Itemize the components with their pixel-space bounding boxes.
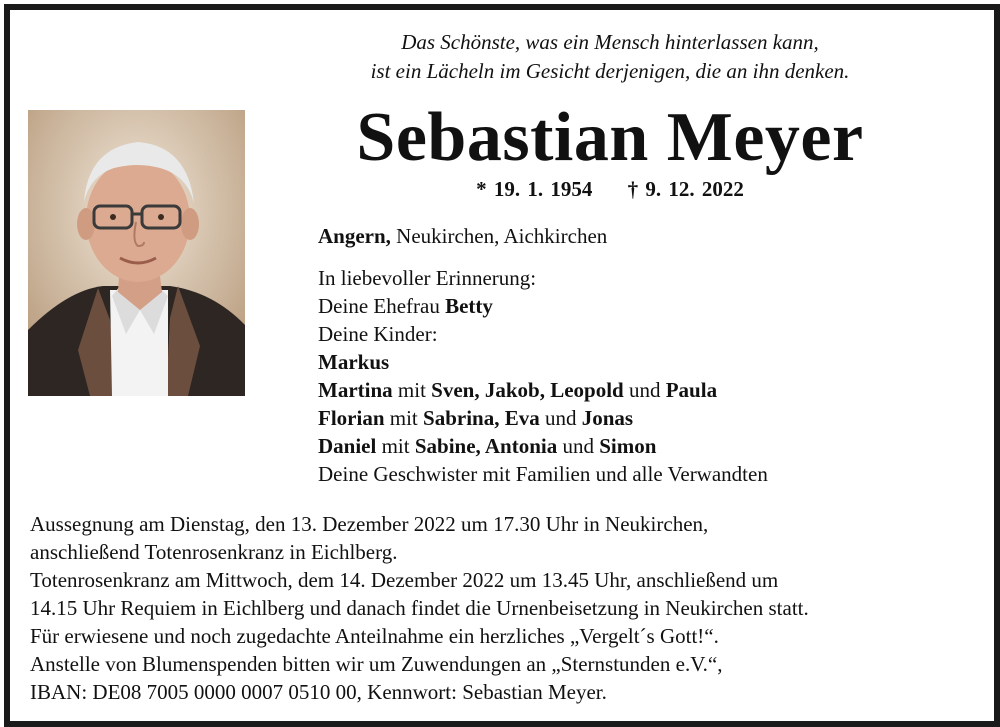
memorial-quote: [300, 28, 920, 86]
birth-date: * 19. 1. 1954: [476, 177, 593, 201]
mourners-list: [318, 264, 768, 488]
family-names: Paula: [665, 378, 718, 402]
wife-prefix: Deine Ehefrau: [318, 294, 440, 318]
wife-line: [318, 292, 768, 320]
connector: mit: [397, 378, 426, 402]
hometowns: [318, 222, 607, 250]
notice-line: 14.15 Uhr Requiem in Eichlberg und danach findet die Urnenbeisetzung in Neukirchen statt.: [30, 596, 809, 620]
notice-line: Anstelle von Blumenspenden bitten wir um Zuwendungen an „Sternstunden e.V.“,: [30, 652, 723, 676]
notice-line: anschließend Totenrosenkranz in Eichlberg.: [30, 540, 398, 564]
notice-line: Aussegnung am Dienstag, den 13. Dezember 2022 um 17.30 Uhr in Neukirchen,: [30, 512, 709, 536]
life-dates: [300, 175, 920, 203]
quote-line: ist ein Lächeln im Gesicht derjenigen, die an ihn denken.: [370, 59, 850, 83]
notice-line: Für erwiesene und noch zugedachte Anteilnahme ein herzliches „Vergelt´s Gott!“.: [30, 624, 719, 648]
children-label: Deine Kinder:: [318, 322, 438, 346]
family-names: Sven, Jakob, Leopold: [431, 378, 624, 402]
mourners-intro: In liebevoller Erinnerung:: [318, 266, 537, 290]
connector: mit: [389, 406, 418, 430]
portrait-illustration: [28, 110, 245, 396]
connector: und: [628, 378, 661, 402]
child-name: Florian: [318, 406, 385, 430]
mourners-closing: Deine Geschwister mit Familien und alle Verwandten: [318, 462, 768, 486]
quote-line: Das Schönste, was ein Mensch hinterlassen kann,: [401, 30, 819, 54]
notice-line: Totenrosenkranz am Mittwoch, dem 14. Dezember 2022 um 13.45 Uhr, anschließend um: [30, 568, 779, 592]
deceased-name: Sebastian Meyer: [356, 99, 864, 176]
child-line: [318, 348, 768, 376]
family-names: Sabrina, Eva: [423, 406, 540, 430]
connector: und: [562, 434, 594, 458]
service-notice: [30, 510, 980, 706]
wife-name: Betty: [445, 294, 493, 318]
connector: mit: [381, 434, 410, 458]
family-names: Jonas: [581, 406, 634, 430]
connector: und: [544, 406, 577, 430]
family-names: Sabine, Antonia: [414, 434, 558, 458]
child-line: [318, 432, 768, 460]
main-hometown: Angern,: [318, 224, 391, 248]
child-name: Daniel: [318, 434, 377, 458]
child-line: [318, 376, 768, 404]
child-name: Martina: [318, 378, 393, 402]
notice-line: IBAN: DE08 7005 0000 0007 0510 00, Kennwort: Sebastian Meyer.: [30, 680, 607, 704]
death-date: † 9. 12. 2022: [627, 177, 744, 201]
child-name: Markus: [318, 350, 390, 374]
family-names: Simon: [599, 434, 657, 458]
portrait-photo: [28, 110, 245, 396]
child-line: [318, 404, 768, 432]
other-hometowns: Neukirchen, Aichkirchen: [396, 224, 608, 248]
